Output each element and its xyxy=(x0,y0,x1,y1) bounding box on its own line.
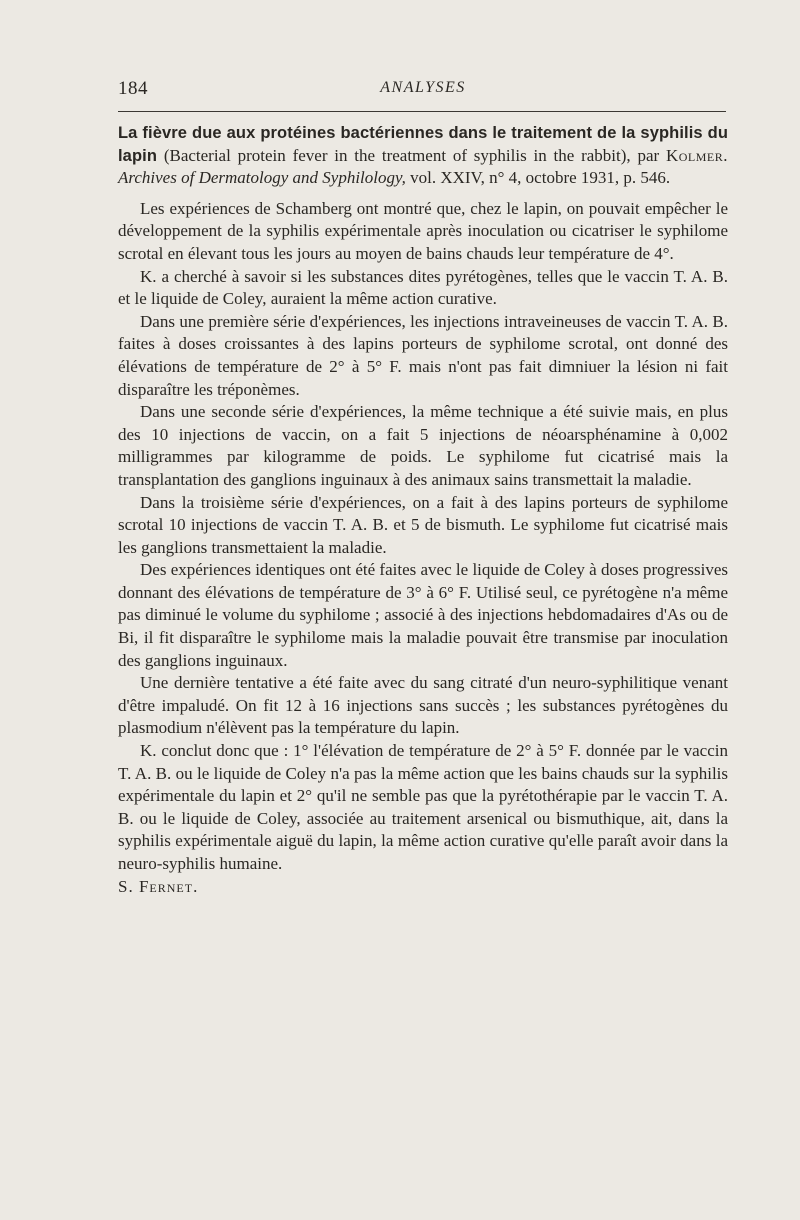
reference-title: La fièvre due aux protéines bactériennes dans le traitement de la syphilis du lapin xyxy=(118,124,728,165)
header-rule xyxy=(118,111,726,112)
paragraph: Des expériences identiques ont été faites avec le liquide de Coley à doses progressives donnant des élévations de température de 3° à 6° F. Utilisé seul, ce pyrétogène n'a même pas diminué le volume du syphilome ; associé à des injections hebdomadaires d'As ou de Bi, il fit disparaître le syphilome mais la maladie pouvait être transmise par inoculation des ganglions inguinaux. xyxy=(118,560,728,670)
reference-translation: (Bacterial protein fever in the treatment of syphilis in the rabbit), xyxy=(163,145,631,165)
paragraph: K. conclut donc que : 1° l'élévation de température de 2° à 5° F. donnée par le vaccin T. A. B. ou le liquide de Coley n'a pas la même action que les bains chauds sur la syphilis expérimentale du lapin et 2° qu'il ne semble pas que la pyrétothérapie par le vaccin T. A. B. ou le liquide de Coley, associée au traitement arsenical ou bismuthique, ait, dans la syphilis expérimentale aiguë du lapin, la même action curative qu'elle paraît avoir dans la neuro-syphilis humaine. xyxy=(118,741,728,873)
page-number: 184 xyxy=(118,78,148,99)
paragraph: Les expériences de Schamberg ont montré que, chez le lapin, on pouvait empêcher le développement de la syphilis expérimentale après inoculation ou cicatriser le syphilome scrotal en élevant tous les jours au moyen de bains chauds leur température de 4°. xyxy=(118,198,728,263)
reference xyxy=(118,122,728,190)
running-head xyxy=(118,78,728,104)
reference-by: par xyxy=(637,145,660,165)
running-title: ANALYSES xyxy=(380,79,466,96)
paragraph: Dans une première série d'expériences, les injections intraveineuses de vaccin T. A. B. faites à doses croissantes à des lapins porteurs de syphilome scrotal, ont donné des élévations de température de 2° à 5° F. mais n'ont pas fait dimniuer la lésion ni fait disparaître les tréponèmes. xyxy=(118,311,728,399)
reference-citation: vol. XXIV, n° 4, octobre 1931, p. 546. xyxy=(410,168,671,188)
paragraph: Dans une seconde série d'expériences, la même technique a été suivie mais, en plus des 10 injections de vaccin, on a fait 5 injections de néoarsphénamine à 0,002 milligrammes par kilogramme de poids. Le syphilome fut cicatrisé mais la transplantation des ganglions inguinaux à des animaux sains transmettait la maladie. xyxy=(118,402,728,489)
paragraph: K. a cherché à savoir si les substances dites pyrétogènes, telles que le vaccin T. A. B. et le liquide de Coley, auraient la même action curative. xyxy=(118,266,728,309)
paragraph: Dans la troisième série d'expériences, on a fait à des lapins porteurs de syphilome scrotal 10 injections de vaccin T. A. B. et 5 de bismuth. Le syphilome fut cicatrisé mais les ganglions transmettaient la maladie. xyxy=(118,492,728,557)
article xyxy=(118,122,728,898)
reference-author: Kolmer. xyxy=(665,145,728,165)
signature: S. Fernet. xyxy=(118,876,199,896)
reference-journal: Archives of Dermatology and Syphilology, xyxy=(118,168,406,188)
paragraph: Une dernière tentative a été faite avec du sang citraté d'un neuro-syphilitique venant d'être impaludé. On fit 12 à 16 injections sans succès ; les substances pyrétogènes du plasmodium n'élèvent pas la température du lapin. xyxy=(118,673,728,738)
